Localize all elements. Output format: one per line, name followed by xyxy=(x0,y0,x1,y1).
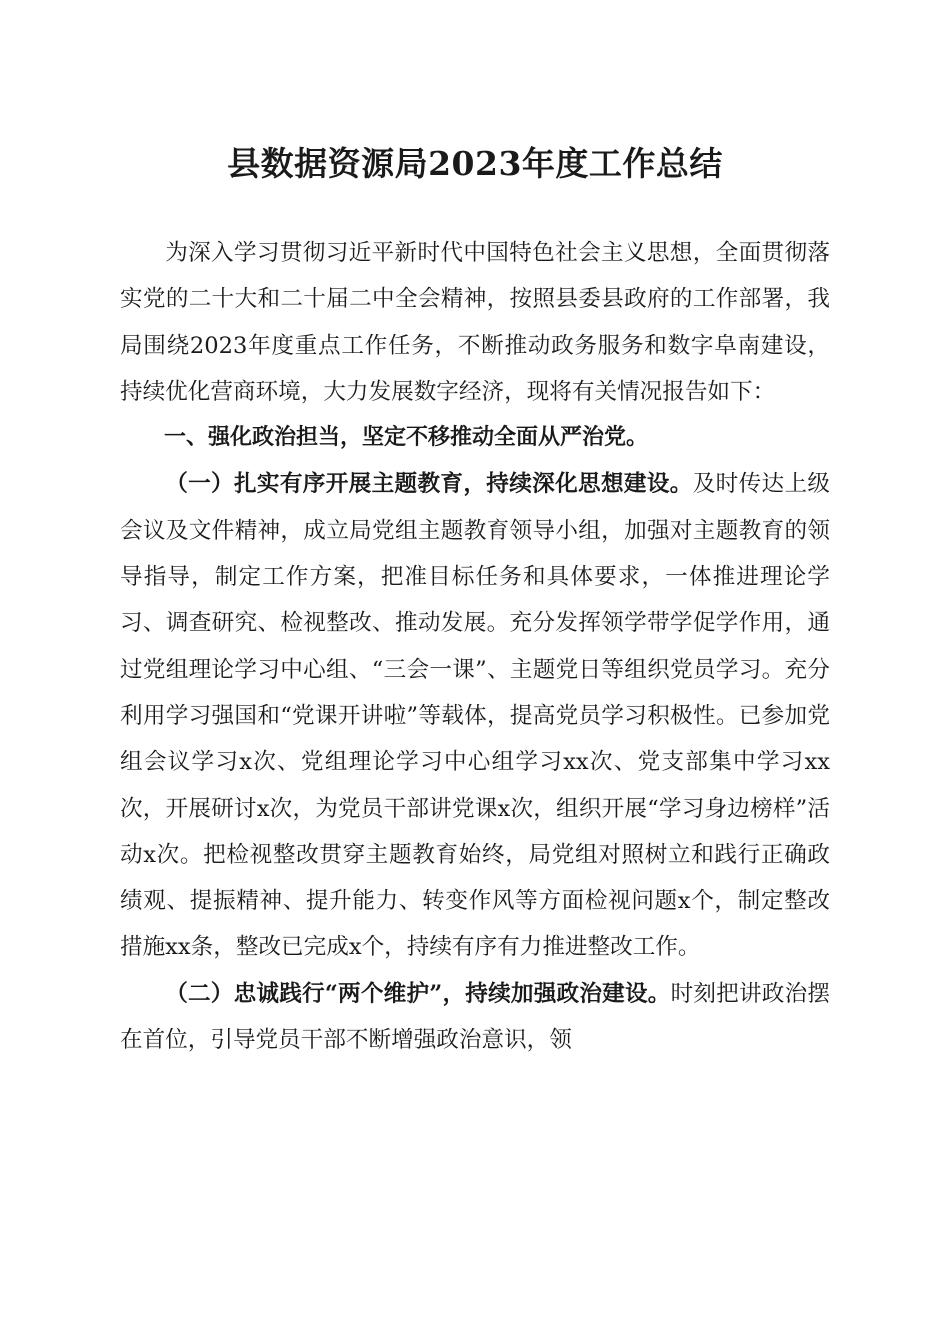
item-2-heading: （二）忠诚践行“两个维护”，持续加强政治建设。 xyxy=(165,980,671,1007)
item-2-body: 时刻把讲政治摆在首位，引导党员干部不断增强政治意识，领 xyxy=(120,980,830,1054)
item-1-heading: （一）扎实有序开展主题教育，持续深化思想建设。 xyxy=(165,471,693,498)
intro-paragraph: 为深入学习贯彻习近平新时代中国特色社会主义思想，全面贯彻落实党的二十大和二十届二中全会精神，按照县委县政府的工作部署，我局围绕2023年度重点工作任务，不断推动政务服务和数字阜南建设，持续优化营商环境，大力发展数字经济，现将有关情况报告如下： xyxy=(120,240,830,405)
document-body xyxy=(120,230,830,1063)
document-title: 县数据资源局2023年度工作总结 xyxy=(227,144,723,183)
section-1-heading: 一、强化政治担当，坚定不移推动全面从严治党。 xyxy=(164,425,649,451)
item-1-body: 及时传达上级会议及文件精神，成立局党组主题教育领导小组，加强对主题教育的领导指导，制定工作方案，把准目标任务和具体要求，一体推进理论学习、调查研究、检视整改、推动发展。充分发挥领学带学促学作用，通过党组理论学习中心组、“三会一课”、主题党日等组织党员学习。充分利用学习强国和“党课开讲啦”等载体，提高党员学习积极性。已参加党组会议学习x次、党组理论学习中心组学习xx次、党支部集中学习xx次，开展研讨x次，为党员干部讲党课x次，组织开展“学习身边榜样”活动x次。把检视整改贯穿主题教育始终，局党组对照树立和践行正确政绩观、提振精神、提升能力、转变作风等方面检视问题x个，制定整改措施xx条，整改已完成x个，持续有序有力推进整改工作。 xyxy=(120,471,831,961)
item-2-paragraph xyxy=(120,971,830,1064)
item-1-paragraph xyxy=(120,461,830,970)
